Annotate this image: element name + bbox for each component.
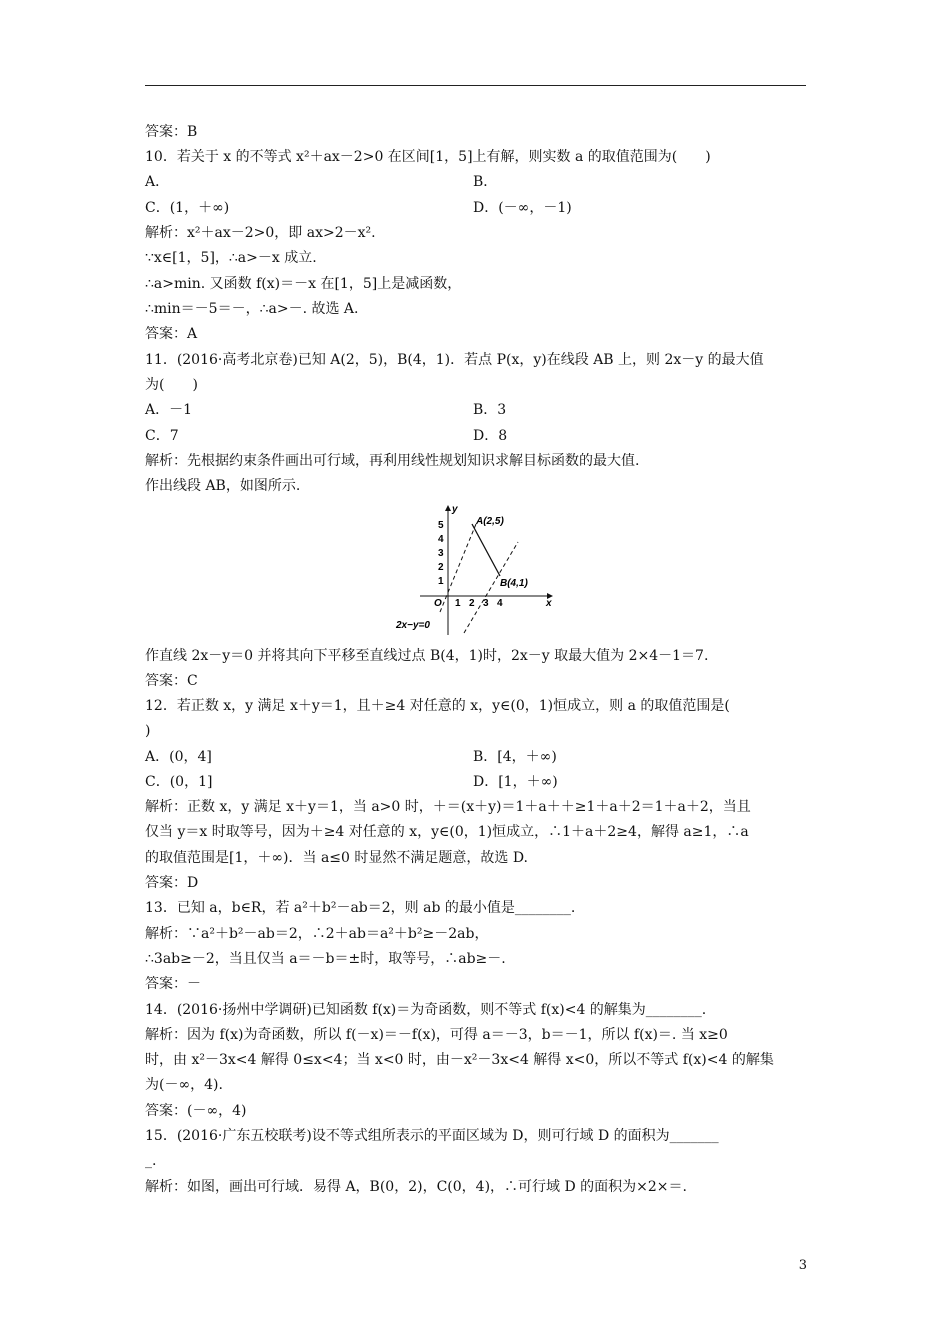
y-tick-4: 4 <box>438 534 444 545</box>
text-line: 解析：x²＋ax－2>0，即 ax>2－x². <box>145 225 376 241</box>
page-number: 3 <box>798 1258 807 1273</box>
text-line: 答案：－ <box>145 976 201 992</box>
text-line: 解析：先根据约束条件画出可行域，再利用线性规划知识求解目标函数的最大值. <box>145 453 640 469</box>
segment-ab <box>472 524 500 576</box>
point-b-label: B(4,1) <box>500 578 528 589</box>
text-line: 答案：B <box>145 124 198 140</box>
text-line: 答案：C <box>145 673 198 689</box>
x-tick-4: 4 <box>497 598 503 609</box>
text-line: 为(－∞，4). <box>145 1077 223 1093</box>
text-line: 解析：如图，画出可行域．易得 A，B(0，2)，C(0，4)，∴可行域 D 的面积为×2×＝. <box>145 1179 687 1195</box>
text-line: A．(0，4] <box>145 749 212 765</box>
text-line: 为( ) <box>145 377 198 393</box>
point-a-label: A(2,5) <box>476 516 504 527</box>
text-line: B．3 <box>473 402 507 418</box>
text-line: 10．若关于 x 的不等式 x²＋ax－2>0 在区间[1，5]上有解，则实数 a 的取值范围为( ) <box>145 149 711 165</box>
text-line: 作直线 2x－y＝0 并将其向下平移至直线过点 B(4，1)时，2x－y 取最大值为 2×4－1＝7. <box>145 648 709 664</box>
text-line: C．(1，＋∞) <box>145 200 230 216</box>
x-tick-1: 1 <box>455 598 461 609</box>
y-axis-label: y <box>452 504 458 515</box>
text-line: 答案：(－∞，4) <box>145 1103 247 1119</box>
text-line: _. <box>145 1153 157 1169</box>
text-line: 解析：正数 x，y 满足 x＋y＝1，当 a>0 时，＋＝(x＋y)＝1＋a＋＋≥1＋a＋2＝1＋a＋2，当且 <box>145 799 751 815</box>
text-line: 答案：D <box>145 875 199 891</box>
text-line: 15．(2016·广东五校联考)设不等式组所表示的平面区域为 D，则可行域 D 的面积为_______ <box>145 1128 719 1144</box>
x-axis-label: x <box>546 598 552 609</box>
text-line: 12．若正数 x，y 满足 x＋y＝1，且＋≥4 对任意的 x，y∈(0，1)恒成立，则 a 的取值范围是( <box>145 698 730 714</box>
coordinate-figure <box>392 500 562 640</box>
text-line: 解析：∵a²＋b²－ab＝2，∴2＋ab＝a²＋b²≥－2ab， <box>145 926 489 942</box>
text-line: ∴3ab≥－2，当且仅当 a＝－b＝±时，取等号，∴ab≥－. <box>145 951 506 967</box>
text-line: 解析：因为 f(x)为奇函数，所以 f(－x)＝－f(x)，可得 a＝－3，b＝－1，所以 f(x)＝. 当 x≥0 <box>145 1027 728 1043</box>
text-line: B．[4，＋∞) <box>473 749 557 765</box>
text-line: D．(－∞，－1) <box>473 200 572 216</box>
origin-label: O <box>434 598 442 609</box>
text-line: D．8 <box>473 428 508 444</box>
text-line: A．－1 <box>145 402 193 418</box>
text-line: B． <box>473 174 498 190</box>
text-line: A． <box>145 174 170 190</box>
text-line: ∵x∈[1，5]，∴a>－x 成立. <box>145 250 317 266</box>
text-line: 13．已知 a，b∈R，若 a²＋b²－ab＝2，则 ab 的最小值是________. <box>145 900 576 916</box>
y-tick-5: 5 <box>438 520 444 531</box>
text-line: ∴min＝－5＝－，∴a>－. 故选 A. <box>145 301 359 317</box>
text-line: 14．(2016·扬州中学调研)已知函数 f(x)＝为奇函数，则不等式 f(x)<4 的解集为________. <box>145 1002 707 1018</box>
text-line: C．7 <box>145 428 179 444</box>
text-line: 答案：A <box>145 326 198 342</box>
x-tick-3: 3 <box>483 598 489 609</box>
x-tick-2: 2 <box>469 598 475 609</box>
text-line: 作出线段 AB，如图所示. <box>145 478 301 494</box>
text-line: ∴a>min. 又函数 f(x)＝－x 在[1，5]上是减函数， <box>145 276 462 292</box>
text-line: C．(0，1] <box>145 774 213 790</box>
text-line: 仅当 y＝x 时取等号，因为＋≥4 对任意的 x，y∈(0，1)恒成立，∴1＋a＋2≥4，解得 a≥1，∴a <box>145 824 749 840</box>
text-line: ) <box>145 723 151 739</box>
y-tick-2: 2 <box>438 562 444 573</box>
header-rule <box>145 85 806 86</box>
y-tick-3: 3 <box>438 548 444 559</box>
text-line: 11．(2016·高考北京卷)已知 A(2，5)，B(4，1)．若点 P(x，y)在线段 AB 上，则 2x－y 的最大值 <box>145 352 764 368</box>
line-equation-label: 2x−y=0 <box>396 620 430 631</box>
text-line: 时，由 x²－3x<4 解得 0≤x<4；当 x<0 时，由－x²－3x<4 解得 x<0，所以不等式 f(x)<4 的解集 <box>145 1052 774 1068</box>
y-tick-1: 1 <box>438 576 444 587</box>
text-line: D．[1，＋∞) <box>473 774 558 790</box>
text-line: 的取值范围是[1，＋∞)．当 a≤0 时显然不满足题意，故选 D. <box>145 850 529 866</box>
